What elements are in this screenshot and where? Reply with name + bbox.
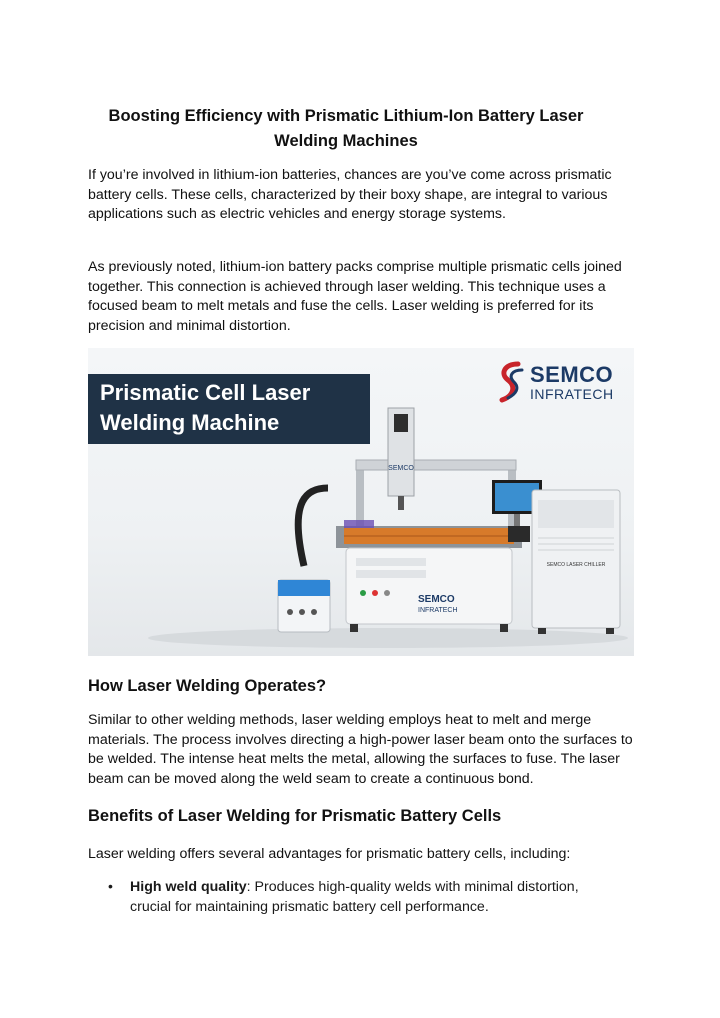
second-paragraph: As previously noted, lithium-ion battery packs comprise multiple prismatic cells joined together. This connection is achieved through laser welding. This technique uses a focused beam to melt metals and fuse the cells. Laser welding is preferred for its precision and minimal distortion. [88, 259, 622, 334]
fume-extractor [278, 488, 330, 632]
section1-heading: How Laser Welding Operates? [88, 677, 327, 695]
gantry-label: SEMCO [388, 465, 414, 472]
welding-machine-illustration [88, 348, 634, 656]
section2-heading: Benefits of Laser Welding for Prismatic Battery Cells [88, 807, 502, 825]
bullet-description: : Produces high-quality welds with minimal distortion, crucial for maintaining prismatic battery cell performance. [130, 879, 579, 915]
chiller-label: SEMCO LASER CHILLER [546, 562, 606, 568]
logo-text-sub: INFRATECH [530, 386, 614, 402]
work-table [336, 520, 522, 548]
bullet-icon: • [108, 878, 113, 894]
section2-paragraph: Laser welding offers several advantages for prismatic battery cells, including: [88, 846, 571, 862]
section1-paragraph: Similar to other welding methods, laser welding employs heat to melt and merge materials. The process involves directing a high-power laser beam onto the surfaces to be welded. The intense heat melts the metal, allowing the surfaces to fuse. The laser beam can be moved along the weld seam to create a continuous bond. [88, 712, 633, 787]
machine-cabinet [346, 548, 512, 632]
document-title: Boosting Efficiency with Prismatic Lithium-Ion Battery Laser Welding Machines [108, 107, 584, 150]
machine-figure [88, 348, 634, 656]
cabinet-label-sub: INFRATECH [418, 607, 458, 614]
bullet-text [130, 878, 608, 917]
logo-text-main: SEMCO [530, 362, 614, 387]
cabinet-label-main: SEMCO [418, 594, 455, 605]
battery-cell-grid [344, 528, 514, 544]
laser-chiller [532, 490, 620, 634]
bullet-bold-term: High weld quality [130, 879, 247, 895]
banner-line-2: Welding Machine [100, 410, 280, 435]
banner-line-1: Prismatic Cell Laser [100, 380, 311, 405]
intro-paragraph: If you’re involved in lithium-ion batteries, chances are you’ve come across prismatic battery cells. These cells, characterized by their boxy shape, are integral to various applications such as electric vehicles and energy storage systems. [88, 167, 612, 222]
